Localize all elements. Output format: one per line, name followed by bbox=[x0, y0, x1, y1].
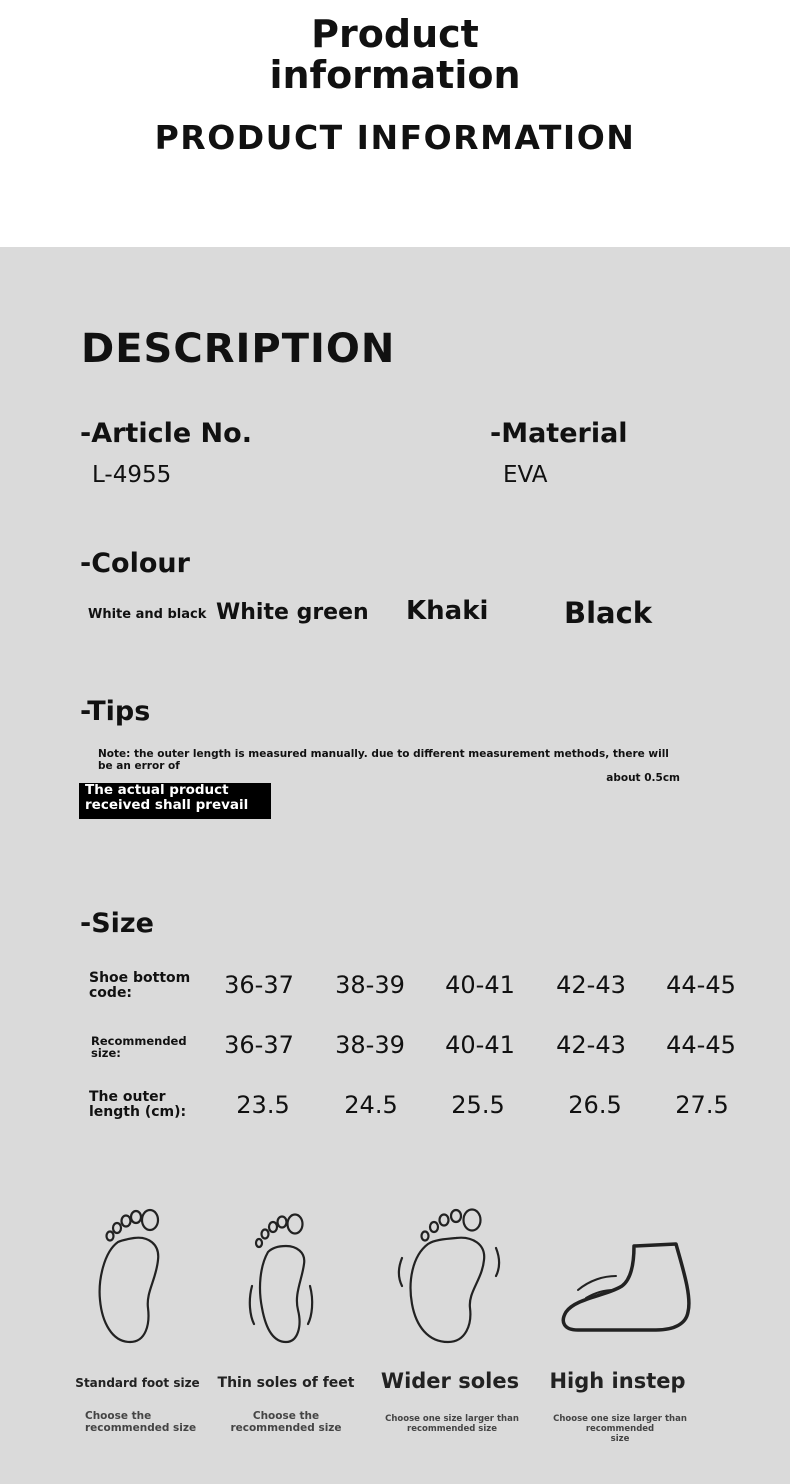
measurement-note bbox=[78, 748, 680, 784]
size-cell: 44-45 bbox=[666, 971, 736, 999]
foot-label-thin: Thin soles of feet bbox=[217, 1375, 355, 1391]
size-cell: 42-43 bbox=[556, 1031, 626, 1059]
hint-thin-line-2: recommended size bbox=[230, 1422, 342, 1434]
size-row-label-2 bbox=[91, 1035, 187, 1059]
size-cell: 40-41 bbox=[445, 1031, 515, 1059]
hint-wide-line-1: Choose one size larger than bbox=[385, 1414, 519, 1424]
colour-option-2: White green bbox=[216, 600, 369, 625]
colour-option-3: Khaki bbox=[406, 596, 489, 626]
tips-label: -Tips bbox=[80, 696, 151, 727]
foot-hint-standard bbox=[85, 1410, 196, 1434]
wide-foot-icon bbox=[394, 1200, 504, 1350]
size-cell: 42-43 bbox=[556, 971, 626, 999]
size-row-label-3 bbox=[89, 1090, 186, 1120]
row-1-label-line-1: Shoe bottom bbox=[89, 970, 191, 986]
header-section bbox=[0, 0, 790, 247]
foot-label-instep: High instep bbox=[549, 1369, 686, 1393]
material-label: -Material bbox=[490, 418, 628, 449]
size-heading: -Size bbox=[80, 908, 154, 939]
page-subtitle: PRODUCT INFORMATION bbox=[154, 118, 636, 157]
material-value: EVA bbox=[503, 462, 548, 488]
prevail-badge bbox=[79, 783, 271, 819]
size-cell: 38-39 bbox=[335, 971, 405, 999]
hint-instep-line-1: Choose one size larger than recommended bbox=[553, 1414, 687, 1434]
size-cell: 44-45 bbox=[666, 1031, 736, 1059]
row-1-label-line-2: code: bbox=[89, 985, 133, 1001]
foot-hint-instep bbox=[521, 1414, 719, 1444]
thin-foot-icon bbox=[240, 1206, 320, 1350]
note-line-2: about 0.5cm bbox=[606, 772, 680, 784]
colour-option-1: White and black bbox=[88, 607, 207, 622]
row-3-label-line-2: length (cm): bbox=[89, 1104, 187, 1120]
length-cell: 24.5 bbox=[344, 1091, 398, 1119]
high-instep-icon bbox=[556, 1236, 696, 1336]
standard-foot-icon bbox=[90, 1200, 170, 1350]
row-3-label-line-1: The outer bbox=[89, 1089, 166, 1105]
page-title bbox=[0, 14, 790, 96]
row-2-label-line-1: Recommended bbox=[91, 1034, 187, 1048]
foot-hint-wide bbox=[382, 1414, 522, 1434]
hint-standard-line-2: recommended size bbox=[85, 1422, 197, 1434]
prevail-line-1: The actual product bbox=[85, 782, 229, 798]
foot-label-standard: Standard foot size bbox=[75, 1376, 200, 1390]
size-row-label-1 bbox=[89, 971, 190, 1001]
note-line-1: Note: the outer length is measured manually. due to different measurement methods, there will be an error of bbox=[98, 748, 669, 772]
article-value: L-4955 bbox=[92, 462, 172, 488]
length-cell: 25.5 bbox=[451, 1091, 505, 1119]
length-cell: 26.5 bbox=[568, 1091, 622, 1119]
title-line-1: Product bbox=[311, 12, 479, 56]
size-cell: 36-37 bbox=[224, 1031, 294, 1059]
article-label: -Article No. bbox=[80, 418, 252, 449]
hint-wide-line-2: recommended size bbox=[407, 1424, 497, 1434]
title-line-2: information bbox=[269, 53, 521, 97]
hint-thin-line-1: Choose the bbox=[252, 1410, 320, 1422]
foot-hint-thin bbox=[226, 1410, 346, 1434]
size-cell: 40-41 bbox=[445, 971, 515, 999]
length-cell: 23.5 bbox=[236, 1091, 290, 1119]
description-heading: DESCRIPTION bbox=[81, 326, 396, 372]
hint-instep-line-2: size bbox=[610, 1434, 630, 1444]
prevail-line-2: received shall prevail bbox=[85, 797, 249, 813]
colour-option-4: Black bbox=[564, 596, 653, 630]
size-cell: 36-37 bbox=[224, 971, 294, 999]
row-2-label-line-2: size: bbox=[91, 1046, 121, 1060]
size-cell: 38-39 bbox=[335, 1031, 405, 1059]
hint-standard-line-1: Choose the bbox=[85, 1410, 152, 1422]
colour-label: -Colour bbox=[80, 548, 190, 579]
foot-label-wide: Wider soles bbox=[380, 1369, 520, 1393]
length-cell: 27.5 bbox=[675, 1091, 729, 1119]
